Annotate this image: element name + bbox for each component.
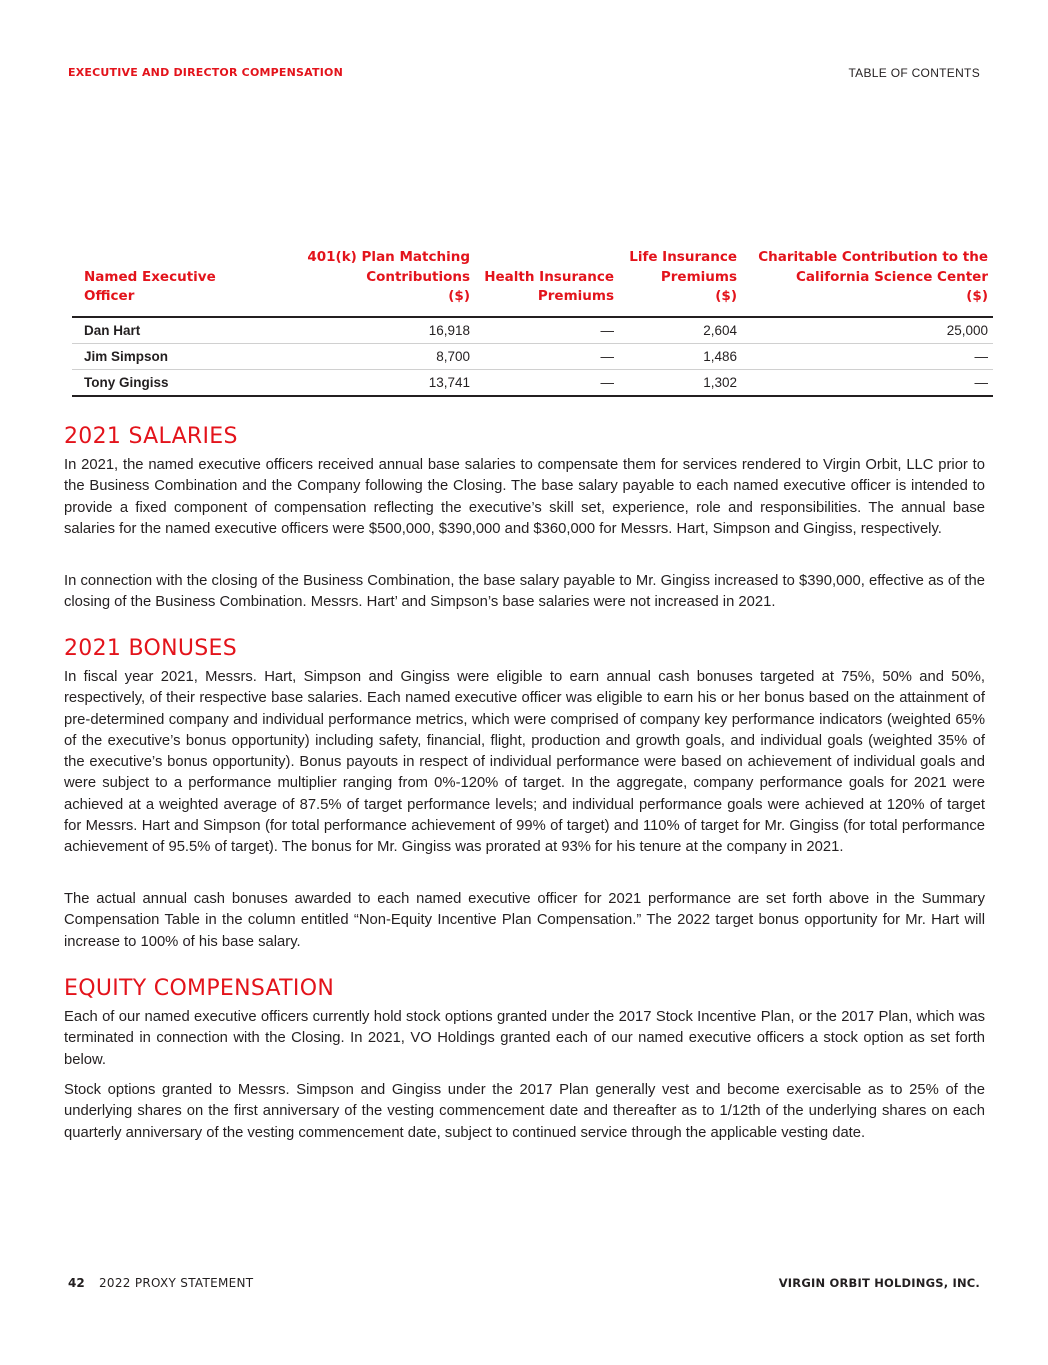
- health-insurance-value: —: [475, 343, 619, 369]
- health-insurance-value: —: [475, 317, 619, 344]
- table-header-row: [72, 248, 993, 317]
- table-of-contents-link[interactable]: TABLE OF CONTENTS: [848, 66, 980, 80]
- charitable-value: —: [742, 343, 993, 369]
- bonuses-paragraph-1: In fiscal year 2021, Messrs. Hart, Simpson and Gingiss were eligible to earn annual cash bonuses targeted at 75%, 50% and 50%, respectively, of their respective base salaries. Each named executive officer was eligible to earn his or her bonus based on the attainment of pre-determined company and individual performance metrics, which were comprised of company key performance indicators (weighted 65% of the executive’s bonus opportunity) including safety, financial, flight, production and growth goals, and individual goals (weighted 35% of the executive’s bonus opportunity). Bonus payouts in respect of individual performance were based on achievement of individual goals and were subject to a performance multiplier ranging from 0%-120% of target. In the aggregate, company performance goals for 2021 were achieved at a weighted average of 87.5% of target performance levels; and individual performance goals were achieved at 120% of target for Messrs. Hart and Simpson (for total performance achievement of 99% of target) and 110% of target for Mr. Gingiss (for total performance achievement of 95.5% of target). The bonus for Mr. Gingiss was prorated at 93% for his tenure at the company in 2021.: [64, 669, 985, 856]
- page-number: 42: [68, 1276, 85, 1290]
- table-row: [72, 317, 993, 344]
- officer-name: Tony Gingiss: [72, 369, 242, 396]
- salaries-paragraph-1: In 2021, the named executive officers received annual base salaries to compensate them for services rendered to Virgin Orbit, LLC prior to the Business Combination and the Company following the Closing. The base salary payable to each named executive officer is intended to provide a fixed component of compensation reflecting the executive’s skill set, experience, role and responsibilities. The annual base salaries for the named executive officers were $500,000, $390,000 and $360,000 for Messrs. Hart, Simpson and Gingiss, respectively.: [64, 457, 985, 537]
- document-name: 2022 PROXY STATEMENT: [99, 1276, 254, 1290]
- officer-name: Dan Hart: [72, 317, 242, 344]
- bonuses-paragraph-2: The actual annual cash bonuses awarded to each named executive officer for 2021 performance are set forth above in the Summary Compensation Table in the column entitled “Non-Equity Incentive Plan Compensation.” The 2022 target bonus opportunity for Mr. Hart will increase to 100% of his base salary.: [64, 891, 985, 950]
- header-health-insurance: Health Insurance Premiums: [475, 248, 619, 317]
- header-401k-plan-matching: 401(k) Plan Matching Contributions ($): [242, 248, 475, 317]
- header-named-executive-officer: Named Executive Officer: [72, 248, 242, 317]
- officer-name: Jim Simpson: [72, 343, 242, 369]
- life-insurance-value: 1,302: [619, 369, 742, 396]
- company-name: VIRGIN ORBIT HOLDINGS, INC.: [778, 1276, 980, 1290]
- salaries-paragraph-2: In connection with the closing of the Business Combination, the base salary payable to Mr. Gingiss increased to $390,000, effective as of the closing of the Business Combination. Messrs. Hart’ and Simpson’s base salaries were not increased in 2021.: [64, 573, 985, 611]
- bonuses-heading: 2021 BONUSES: [64, 636, 237, 661]
- equity-paragraph-2: Stock options granted to Messrs. Simpson and Gingiss under the 2017 Plan generally vest and become exercisable as to 25% of the underlying shares on the first anniversary of the vesting commencement date and thereafter as to 1/12th of the underlying shares on each quarterly anniversary of the vesting commencement date, subject to continued service through the applicable vesting date.: [64, 1082, 985, 1141]
- header-charitable-contribution: Charitable Contribution to the California Science Center ($): [742, 248, 993, 317]
- 401k-value: 13,741: [242, 369, 475, 396]
- salaries-heading: 2021 SALARIES: [64, 424, 238, 449]
- life-insurance-value: 2,604: [619, 317, 742, 344]
- charitable-value: 25,000: [742, 317, 993, 344]
- table-row: [72, 369, 993, 396]
- equity-paragraph-1: Each of our named executive officers currently hold stock options granted under the 2017 Stock Incentive Plan, or the 2017 Plan, which was terminated in connection with the Closing. In 2021, VO Holdings granted each of our named executive officers a stock option as set forth below.: [64, 1009, 985, 1068]
- header-life-insurance: Life Insurance Premiums ($): [619, 248, 742, 317]
- health-insurance-value: —: [475, 369, 619, 396]
- 401k-value: 16,918: [242, 317, 475, 344]
- table-row: [72, 343, 993, 369]
- compensation-table: [72, 248, 993, 397]
- equity-compensation-heading: EQUITY COMPENSATION: [64, 976, 335, 1001]
- 401k-value: 8,700: [242, 343, 475, 369]
- life-insurance-value: 1,486: [619, 343, 742, 369]
- section-title: EXECUTIVE AND DIRECTOR COMPENSATION: [68, 66, 343, 79]
- charitable-value: —: [742, 369, 993, 396]
